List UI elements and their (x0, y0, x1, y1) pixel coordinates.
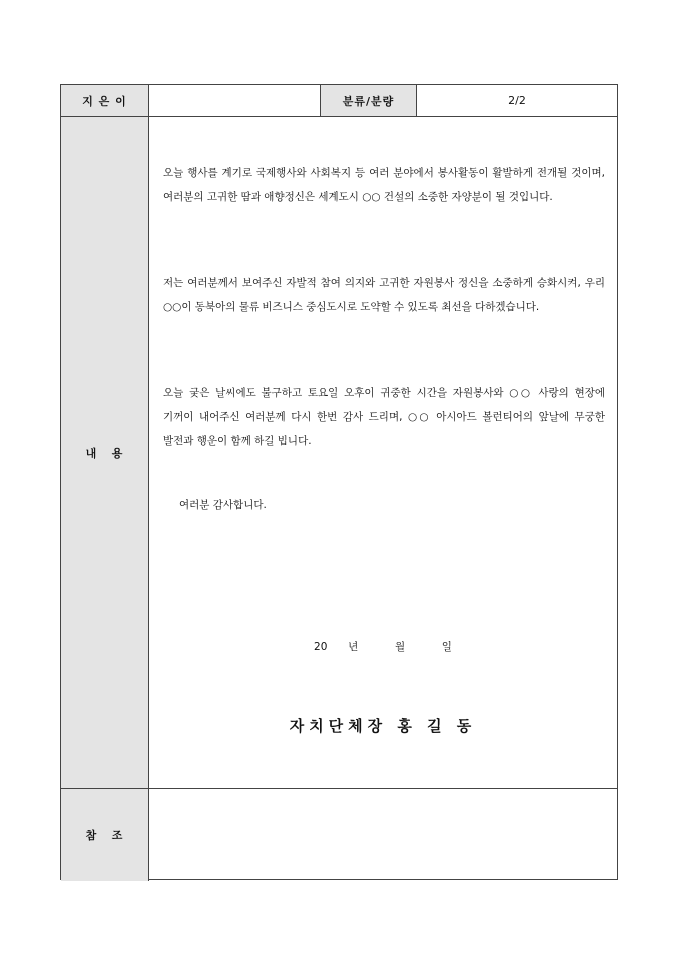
date-year: 20 (314, 641, 328, 653)
paragraph-2: 저는 여러분께서 보여주신 자발적 참여 의지와 고귀한 자원봉사 정신을 소중하게 승화시켜, 우리 ○○이 동북아의 물류 비즈니스 중심도시로 도약할 수 있도록 최선을 다하겠습니다. (163, 277, 605, 313)
author-label: 지 은 이 (61, 85, 149, 116)
content-label (61, 117, 149, 788)
content-label-text: 내 용 (85, 446, 124, 460)
reference-value (149, 789, 617, 881)
header-row (61, 85, 617, 117)
content-row (61, 117, 617, 789)
date-day-unit: 일 (441, 641, 452, 653)
reference-row (61, 789, 617, 881)
document-form (60, 84, 618, 880)
category-value: 2/2 (508, 94, 526, 107)
category-label: 분류/분량 (321, 85, 417, 116)
date-month-unit: 월 (394, 641, 406, 653)
date-year-unit: 년 (348, 641, 359, 653)
content-body (149, 117, 617, 788)
paragraph-1: 오늘 행사를 계기로 국제행사와 사회복지 등 여러 분야에서 봉사활동이 활발하게 전개될 것이며, 여러분의 고귀한 땀과 애향정신은 세계도시 ○○ 건설의 소중한 자양분이 될 것입니다. (163, 167, 605, 203)
paragraph-3: 오늘 궂은 날씨에도 불구하고 토요일 오후이 귀중한 시간을 자원봉사와 ○○ 사랑의 현장에 기꺼이 내어주신 여러분께 다시 한번 감사 드리며, ○○ 아시아드 볼런티어의 앞날에 무궁한 발전과 행운이 함께 하길 빕니다. (163, 387, 605, 447)
signer-name: 자치단체장 홍 길 동 (289, 717, 477, 735)
reference-label-text: 참 조 (85, 829, 124, 842)
closing-text: 여러분 감사합니다. (179, 499, 267, 511)
date-line (149, 639, 617, 654)
author-value (149, 85, 321, 116)
reference-label (61, 789, 149, 881)
